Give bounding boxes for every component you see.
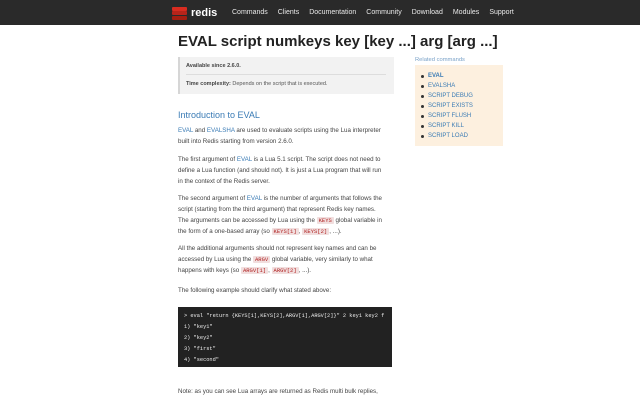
bullet-icon: [421, 85, 424, 88]
related-commands-heading: Related commands: [415, 57, 465, 63]
code-line: > eval "return {KEYS[1],KEYS[2],ARGV[1],ARGV[2]}" 2 key1 key2 f: [184, 313, 385, 319]
paragraph-1: EVAL and EVALSHA are used to evaluate scripts using the Lua interpreter built into Redis starting from version 2.6.0.: [178, 127, 381, 145]
nav-documentation[interactable]: Documentation: [309, 9, 357, 16]
related-commands-list: [415, 65, 503, 146]
bullet-icon: [421, 95, 424, 98]
related-evalsha[interactable]: EVALSHA: [421, 81, 499, 91]
related-eval[interactable]: EVAL: [421, 71, 499, 81]
related-commands-sidebar: [415, 57, 503, 146]
available-since: Available since 2.6.0.: [186, 63, 241, 69]
bullet-icon: [421, 115, 424, 118]
nav-modules[interactable]: Modules: [452, 9, 480, 16]
nav-commands[interactable]: Commands: [232, 9, 268, 16]
top-navbar: [0, 0, 640, 25]
code-line: 1) "key1": [184, 324, 213, 330]
nav-clients[interactable]: Clients: [277, 9, 300, 16]
eval-link[interactable]: EVAL: [178, 127, 194, 134]
bullet-icon: [421, 135, 424, 138]
paragraph-3: The second argument of EVAL is the number of arguments that follows the script (starting from the third argument) that represent Redis key names. The arguments can be accessed by Lua using the KEYS global variable in the form of a one-based array (so KEYS[1] , KEYS[2] , ...).: [178, 195, 382, 235]
bullet-icon: [421, 125, 424, 128]
logo-text: redis: [191, 7, 218, 19]
related-script-debug[interactable]: SCRIPT DEBUG: [421, 91, 499, 101]
nav-download[interactable]: Download: [411, 9, 443, 16]
code-line: 3) "first": [184, 346, 216, 352]
redis-cube-icon: [172, 7, 187, 20]
page-title: EVAL script numkeys key [key ...] arg [arg ...]: [178, 33, 498, 50]
nav-support[interactable]: Support: [489, 9, 514, 16]
evalsha-link[interactable]: EVALSHA: [206, 127, 235, 134]
command-info-box: [178, 57, 394, 94]
intro-heading: Introduction to EVAL: [178, 110, 260, 120]
redis-logo[interactable]: [172, 5, 217, 21]
main-nav: [232, 0, 524, 25]
code-example[interactable]: [178, 307, 392, 367]
paragraph-2: The first argument of EVAL is a Lua 5.1 script. The script does not need to define a Lua function (and should not). It is just a Lua program that will run in the context of the Redis server.: [178, 156, 382, 185]
related-script-flush[interactable]: SCRIPT FLUSH: [421, 111, 499, 121]
divider: [186, 74, 386, 75]
paragraph-5: The following example should clarify what stated above:: [178, 287, 332, 294]
time-complexity: Time complexity: Depends on the script that is executed.: [186, 81, 328, 87]
code-argv-2: ARGV[2]: [273, 267, 297, 274]
note-paragraph: Note: as you can see Lua arrays are returned as Redis multi bulk replies,: [178, 388, 378, 395]
code-argv: ARGV: [255, 256, 269, 263]
eval-link[interactable]: EVAL: [246, 195, 262, 202]
code-argv-1: ARGV[1]: [242, 267, 267, 274]
code-keys: KEYS: [318, 217, 332, 224]
eval-link[interactable]: EVAL: [236, 156, 252, 163]
bullet-icon: [421, 75, 424, 78]
related-script-exists[interactable]: SCRIPT EXISTS: [421, 101, 499, 111]
code-line: 4) "second": [184, 357, 219, 363]
code-line: 2) "key2": [184, 335, 213, 341]
related-script-load[interactable]: SCRIPT LOAD: [421, 131, 499, 141]
related-script-kill[interactable]: SCRIPT KILL: [421, 121, 499, 131]
paragraph-4: All the additional arguments should not represent key names and can be accessed by Lua using the ARGV global variable, very similarly to what happens with keys (so ARGV[1] , ARGV[2] , ...).: [178, 245, 377, 274]
code-keys-2: KEYS[2]: [304, 228, 328, 235]
nav-community[interactable]: Community: [366, 9, 402, 16]
code-keys-1: KEYS[1]: [273, 228, 297, 235]
bullet-icon: [421, 105, 424, 108]
